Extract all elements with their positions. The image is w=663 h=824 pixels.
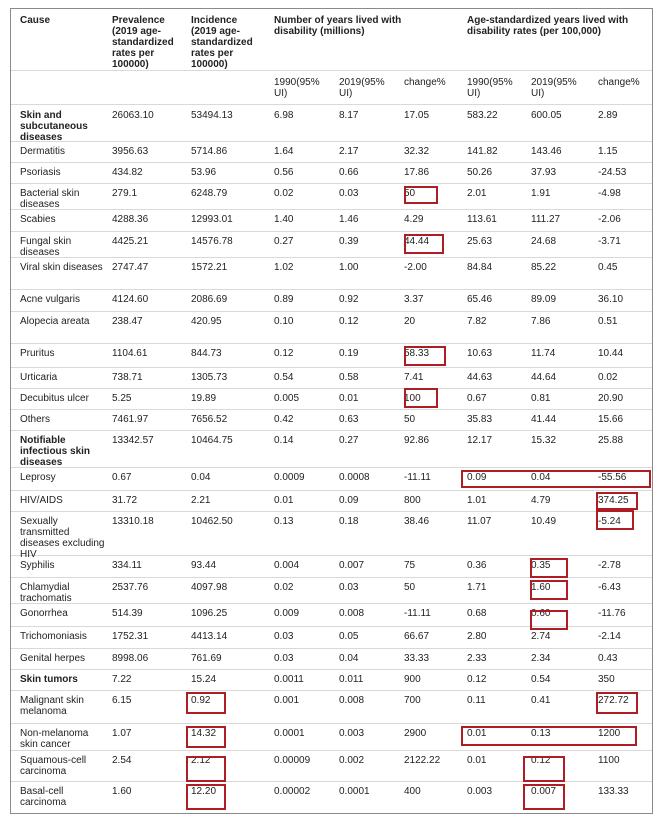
row-divider: [11, 723, 652, 724]
row-value: 84.84: [467, 262, 493, 273]
row-value: 0.89: [274, 294, 294, 305]
row-value: 6.15: [112, 695, 132, 706]
row-value: 15.32: [531, 435, 557, 446]
header-cause: Cause: [20, 15, 51, 26]
row-value: 0.007: [339, 560, 365, 571]
row-value: 0.68: [467, 608, 487, 619]
row-value: 279.1: [112, 188, 138, 199]
row-divider: [11, 367, 652, 368]
row-value: 89.09: [531, 294, 557, 305]
row-value: 238.47: [112, 316, 143, 327]
row-value: 400: [404, 786, 421, 797]
row-value: 1572.21: [191, 262, 228, 273]
row-value: 374.25: [598, 495, 629, 506]
row-value: 6248.79: [191, 188, 228, 199]
row-value: 113.61: [467, 214, 497, 225]
row-value: 600.05: [531, 110, 562, 121]
row-value: 5.25: [112, 393, 132, 404]
row-value: 0.45: [598, 262, 618, 273]
row-value: 6.98: [274, 110, 294, 121]
row-value: 1752.31: [112, 631, 149, 642]
row-value: 0.001: [274, 695, 300, 706]
row-divider: [11, 603, 652, 604]
row-value: 0.04: [339, 653, 359, 664]
row-divider: [11, 257, 652, 258]
row-value: -2.06: [598, 214, 621, 225]
row-value: 14576.78: [191, 236, 233, 247]
row-cause: Viral skin diseases: [20, 262, 103, 273]
row-value: 0.01: [467, 728, 487, 739]
row-value: 0.41: [531, 695, 551, 706]
row-value: 0.00009: [274, 755, 311, 766]
row-value: 3.37: [404, 294, 424, 305]
header-asyld: Age-standardized years lived with disability rates (per 100,000): [467, 15, 629, 37]
row-value: 58.33: [404, 348, 430, 359]
row-value: 1.01: [467, 495, 487, 506]
row-value: 0.005: [274, 393, 300, 404]
row-value: 761.69: [191, 653, 222, 664]
row-value: 2.54: [112, 755, 132, 766]
row-value: 800: [404, 495, 421, 506]
row-value: 7656.52: [191, 414, 228, 425]
row-value: 0.00002: [274, 786, 311, 797]
row-value: 0.04: [191, 472, 211, 483]
row-value: 334.11: [112, 560, 142, 571]
row-cause: Genital herpes: [20, 653, 86, 664]
subheader-5: change%: [598, 77, 640, 88]
row-value: 272.72: [598, 695, 629, 706]
row-value: 2.33: [467, 653, 487, 664]
subheader-0: 1990(95% UI): [274, 77, 320, 99]
row-cause: Urticaria: [20, 372, 58, 383]
row-value: 0.0001: [274, 728, 305, 739]
row-value: 20.90: [598, 393, 624, 404]
row-value: 0.18: [339, 516, 359, 527]
row-value: 25.63: [467, 236, 493, 247]
row-value: 10.44: [598, 348, 624, 359]
row-value: 0.67: [467, 393, 487, 404]
row-cause: Squamous-cell carcinoma: [20, 755, 87, 777]
row-value: 37.93: [531, 167, 557, 178]
row-value: 350: [598, 674, 615, 685]
row-value: 17.05: [404, 110, 430, 121]
row-value: 0.0001: [339, 786, 370, 797]
row-divider: [11, 70, 652, 71]
row-value: 66.67: [404, 631, 430, 642]
row-value: 0.60: [531, 608, 551, 619]
subheader-2: change%: [404, 77, 446, 88]
row-value: 0.67: [112, 472, 132, 483]
row-value: 3956.63: [112, 146, 149, 157]
row-value: -2.78: [598, 560, 621, 571]
row-value: 31.72: [112, 495, 138, 506]
row-value: 1.91: [531, 188, 551, 199]
row-value: 141.82: [467, 146, 498, 157]
row-divider: [11, 343, 652, 344]
row-value: 1104.61: [112, 348, 148, 359]
row-cause: Fungal skin diseases: [20, 236, 72, 258]
row-cause: Others: [20, 414, 51, 425]
row-divider: [11, 162, 652, 163]
row-value: 844.73: [191, 348, 222, 359]
row-divider: [11, 669, 652, 670]
row-value: -11.11: [404, 608, 431, 619]
row-value: 420.95: [191, 316, 222, 327]
row-value: 10464.75: [191, 435, 233, 446]
row-value: 2.34: [531, 653, 551, 664]
row-value: 10.63: [467, 348, 493, 359]
row-value: 75: [404, 560, 416, 571]
row-value: 133.33: [598, 786, 629, 797]
row-value: 1200: [598, 728, 621, 739]
row-value: 583.22: [467, 110, 498, 121]
row-value: 514.39: [112, 608, 143, 619]
row-cause: Psoriasis: [20, 167, 61, 178]
row-cause: Gonorrhea: [20, 608, 68, 619]
row-value: 0.03: [339, 582, 359, 593]
row-cause: Skin tumors: [20, 674, 78, 685]
row-value: 0.10: [274, 316, 294, 327]
row-divider: [11, 388, 652, 389]
row-value: 35.83: [467, 414, 493, 425]
row-cause: Skin and subcutaneous diseases: [20, 110, 88, 143]
row-cause: Dermatitis: [20, 146, 66, 157]
row-value: 0.43: [598, 653, 618, 664]
row-value: 14.32: [191, 728, 217, 739]
row-value: 0.004: [274, 560, 300, 571]
row-value: 0.42: [274, 414, 294, 425]
row-cause: Bacterial skin diseases: [20, 188, 80, 210]
row-value: 1.60: [531, 582, 551, 593]
row-divider: [11, 750, 652, 751]
row-value: 0.51: [598, 316, 618, 327]
row-value: 15.66: [598, 414, 624, 425]
row-divider: [11, 209, 652, 210]
row-value: 0.81: [531, 393, 551, 404]
row-value: 1096.25: [191, 608, 228, 619]
row-value: 0.03: [274, 631, 294, 642]
row-divider: [11, 690, 652, 691]
row-value: 2747.47: [112, 262, 149, 273]
row-value: 0.09: [339, 495, 359, 506]
row-value: -24.53: [598, 167, 627, 178]
row-value: 10462.50: [191, 516, 233, 527]
row-cause: Scabies: [20, 214, 56, 225]
row-value: 1.40: [274, 214, 294, 225]
row-value: 44.64: [531, 372, 557, 383]
row-value: 0.35: [531, 560, 551, 571]
row-value: 0.0009: [274, 472, 305, 483]
row-value: 1.15: [598, 146, 618, 157]
row-value: 44.44: [404, 236, 430, 247]
row-cause: Alopecia areata: [20, 316, 90, 327]
row-value: 12993.01: [191, 214, 233, 225]
subheader-4: 2019(95% UI): [531, 77, 577, 99]
row-value: 0.92: [339, 294, 359, 305]
row-value: 65.46: [467, 294, 493, 305]
row-value: 53.96: [191, 167, 217, 178]
row-divider: [11, 183, 652, 184]
row-value: -55.56: [598, 472, 627, 483]
row-value: 0.02: [274, 582, 294, 593]
header-prevalence: Prevalence (2019 age-standardized rates per 100000): [112, 15, 174, 70]
row-value: 8998.06: [112, 653, 149, 664]
row-value: 10.49: [531, 516, 557, 527]
row-value: 2.12: [191, 755, 211, 766]
row-cause: Leprosy: [20, 472, 56, 483]
row-value: 44.63: [467, 372, 493, 383]
row-value: 143.46: [531, 146, 562, 157]
row-value: 2.17: [339, 146, 359, 157]
row-value: 1.00: [339, 262, 359, 273]
row-value: 0.13: [274, 516, 294, 527]
row-value: 2537.76: [112, 582, 149, 593]
row-value: -5.24: [598, 516, 621, 527]
row-divider: [11, 231, 652, 232]
row-value: 1.02: [274, 262, 294, 273]
row-value: 50: [404, 188, 416, 199]
row-value: 15.24: [191, 674, 217, 685]
row-value: 0.008: [339, 695, 365, 706]
row-value: 50: [404, 414, 416, 425]
row-cause: Pruritus: [20, 348, 55, 359]
row-divider: [11, 289, 652, 290]
row-value: 0.11: [467, 695, 486, 706]
row-value: 36.10: [598, 294, 624, 305]
row-value: 2.89: [598, 110, 618, 121]
row-value: -4.98: [598, 188, 621, 199]
row-divider: [11, 311, 652, 312]
row-value: 11.74: [531, 348, 556, 359]
row-value: 4.79: [531, 495, 551, 506]
row-value: 1.60: [112, 786, 132, 797]
row-value: 0.12: [531, 755, 551, 766]
header-yld: Number of years lived with disability (millions): [274, 15, 402, 37]
row-value: -11.76: [598, 608, 626, 619]
row-value: 2.80: [467, 631, 487, 642]
row-value: 0.0008: [339, 472, 370, 483]
row-value: 100: [404, 393, 421, 404]
row-cause: Notifiable infectious skin diseases: [20, 435, 91, 468]
row-divider: [11, 409, 652, 410]
row-value: 26063.10: [112, 110, 154, 121]
row-cause: Malignant skin melanoma: [20, 695, 84, 717]
row-value: 0.54: [531, 674, 551, 685]
row-value: 0.02: [598, 372, 618, 383]
subheader-1: 2019(95% UI): [339, 77, 385, 99]
row-value: 738.71: [112, 372, 143, 383]
row-value: 7.86: [531, 316, 551, 327]
row-cause: Sexually transmitted diseases excluding HIV: [20, 516, 105, 560]
table-border: [10, 8, 653, 814]
row-value: -2.00: [404, 262, 427, 273]
row-value: 2086.69: [191, 294, 228, 305]
row-cause: Trichomoniasis: [20, 631, 87, 642]
row-cause: Syphilis: [20, 560, 55, 571]
row-value: 12.20: [191, 786, 217, 797]
row-value: -6.43: [598, 582, 621, 593]
row-value: 1.64: [274, 146, 294, 157]
row-value: 0.003: [339, 728, 365, 739]
row-value: 4425.21: [112, 236, 149, 247]
row-divider: [11, 781, 652, 782]
row-value: 19.89: [191, 393, 217, 404]
row-value: -3.71: [598, 236, 621, 247]
row-value: 0.56: [274, 167, 294, 178]
row-divider: [11, 141, 652, 142]
row-value: 0.01: [467, 755, 487, 766]
row-value: 1.46: [339, 214, 359, 225]
row-value: 0.04: [531, 472, 551, 483]
row-value: 2.74: [531, 631, 551, 642]
row-value: 12.17: [467, 435, 493, 446]
row-value: 0.09: [467, 472, 487, 483]
row-value: 0.66: [339, 167, 359, 178]
row-value: -2.14: [598, 631, 621, 642]
row-value: 0.0011: [274, 674, 304, 685]
row-value: 0.14: [274, 435, 294, 446]
row-value: 5714.86: [191, 146, 228, 157]
row-cause: HIV/AIDS: [20, 495, 63, 506]
row-cause: Basal-cell carcinoma: [20, 786, 67, 808]
row-value: 0.12: [467, 674, 487, 685]
row-value: 0.12: [274, 348, 294, 359]
row-value: 4097.98: [191, 582, 228, 593]
row-value: 85.22: [531, 262, 557, 273]
row-divider: [11, 490, 652, 491]
row-value: 0.27: [339, 435, 359, 446]
row-value: 2900: [404, 728, 427, 739]
row-value: 7.41: [404, 372, 424, 383]
row-value: 0.63: [339, 414, 359, 425]
row-value: 1305.73: [191, 372, 228, 383]
row-value: 0.009: [274, 608, 300, 619]
row-value: 2.01: [467, 188, 487, 199]
row-value: 0.19: [339, 348, 359, 359]
row-value: 93.44: [191, 560, 217, 571]
row-value: 32.32: [404, 146, 430, 157]
row-value: 13342.57: [112, 435, 154, 446]
row-value: 4124.60: [112, 294, 149, 305]
row-value: 0.58: [339, 372, 359, 383]
row-value: 1.71: [467, 582, 487, 593]
row-value: 0.36: [467, 560, 487, 571]
row-value: 434.82: [112, 167, 143, 178]
row-divider: [11, 577, 652, 578]
row-value: 0.12: [339, 316, 359, 327]
row-value: 0.02: [274, 188, 294, 199]
row-value: 111.27: [531, 214, 561, 225]
row-cause: Decubitus ulcer: [20, 393, 89, 404]
row-divider: [11, 467, 652, 468]
row-value: 1100: [598, 755, 620, 766]
row-divider: [11, 511, 652, 512]
row-value: 7.22: [112, 674, 132, 685]
row-value: 0.54: [274, 372, 294, 383]
row-value: -11.11: [404, 472, 431, 483]
row-value: 700: [404, 695, 421, 706]
row-value: 2122.22: [404, 755, 441, 766]
row-value: 8.17: [339, 110, 359, 121]
row-value: 38.46: [404, 516, 430, 527]
row-value: 7461.97: [112, 414, 149, 425]
row-value: 0.011: [339, 674, 364, 685]
row-value: 53494.13: [191, 110, 233, 121]
row-cause: Acne vulgaris: [20, 294, 81, 305]
row-value: 13310.18: [112, 516, 154, 527]
row-value: 24.68: [531, 236, 557, 247]
row-cause: Chlamydial trachomatis: [20, 582, 72, 604]
row-divider: [11, 648, 652, 649]
header-incidence: Incidence (2019 age-standardized rates per 100000): [191, 15, 253, 70]
row-value: 0.002: [339, 755, 365, 766]
row-value: 0.05: [339, 631, 359, 642]
row-value: 11.07: [467, 516, 492, 527]
row-value: 50: [404, 582, 416, 593]
row-value: 0.39: [339, 236, 359, 247]
row-value: 0.27: [274, 236, 294, 247]
row-value: 0.007: [531, 786, 557, 797]
row-value: 0.008: [339, 608, 365, 619]
row-value: 20: [404, 316, 416, 327]
row-divider: [11, 104, 652, 105]
subheader-3: 1990(95% UI): [467, 77, 513, 99]
row-value: 0.13: [531, 728, 551, 739]
row-value: 4413.14: [191, 631, 228, 642]
row-value: 4288.36: [112, 214, 149, 225]
row-divider: [11, 626, 652, 627]
row-value: 0.92: [191, 695, 211, 706]
row-value: 17.86: [404, 167, 430, 178]
row-value: 0.01: [339, 393, 359, 404]
row-divider: [11, 430, 652, 431]
row-value: 900: [404, 674, 421, 685]
row-value: 4.29: [404, 214, 424, 225]
row-value: 33.33: [404, 653, 430, 664]
row-value: 1.07: [112, 728, 132, 739]
row-value: 0.03: [339, 188, 359, 199]
row-value: 7.82: [467, 316, 487, 327]
row-value: 2.21: [191, 495, 211, 506]
row-value: 50.26: [467, 167, 493, 178]
row-value: 92.86: [404, 435, 430, 446]
row-divider: [11, 555, 652, 556]
row-value: 25.88: [598, 435, 624, 446]
row-value: 0.003: [467, 786, 493, 797]
row-value: 41.44: [531, 414, 557, 425]
row-value: 0.03: [274, 653, 294, 664]
row-cause: Non-melanoma skin cancer: [20, 728, 89, 750]
row-value: 0.01: [274, 495, 294, 506]
